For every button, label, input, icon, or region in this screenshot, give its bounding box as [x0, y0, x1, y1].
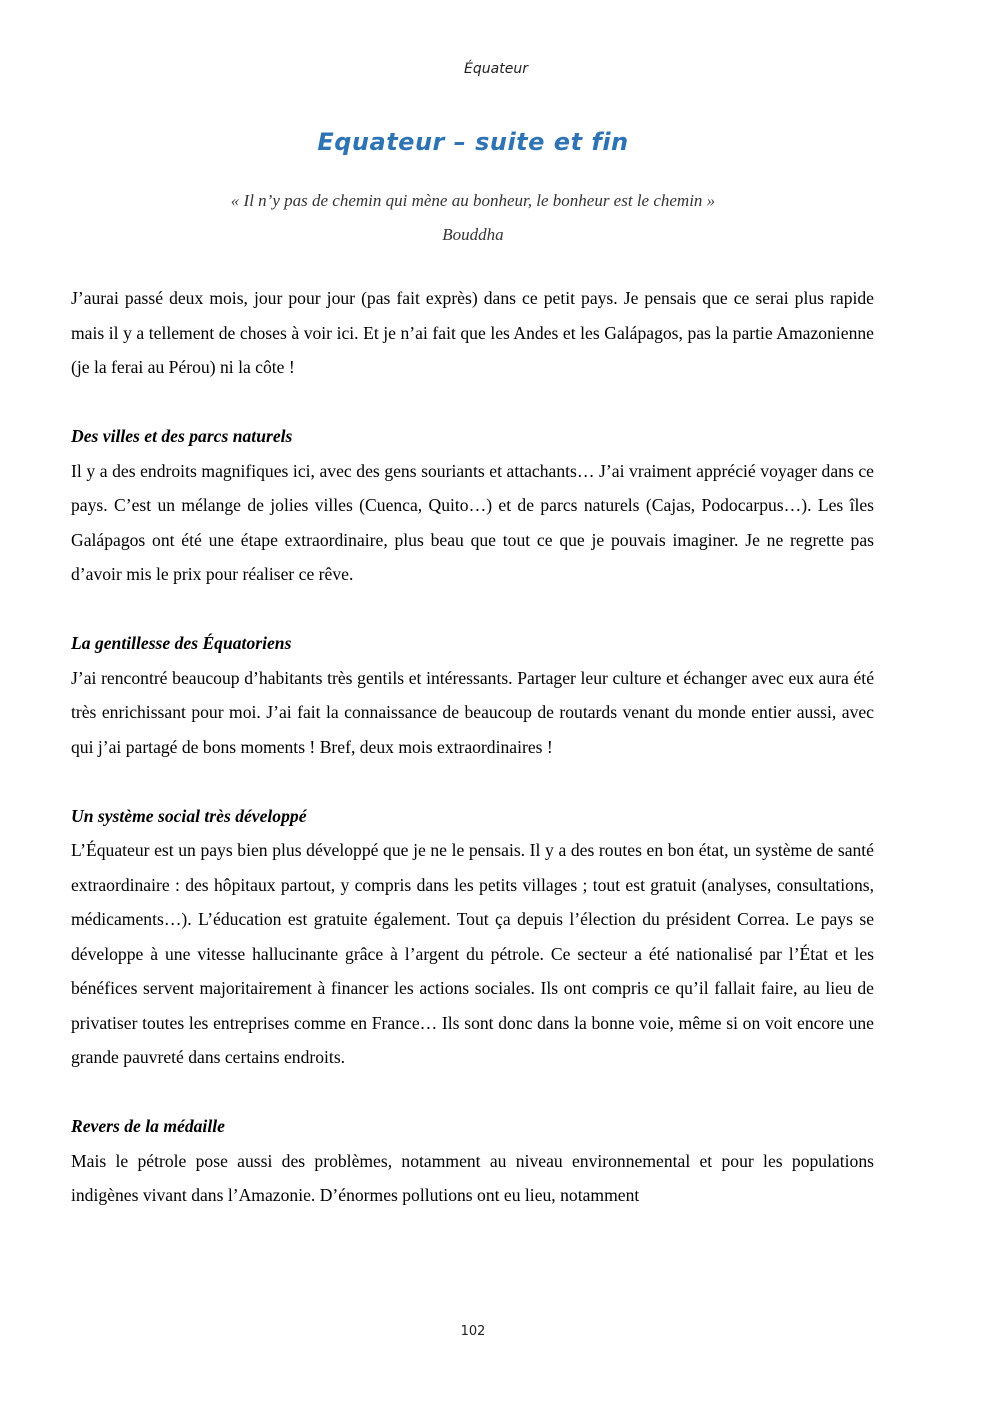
body-content	[71, 281, 874, 1213]
section-heading: Des villes et des parcs naturels	[71, 426, 293, 446]
section-paragraph: J’ai rencontré beaucoup d’habitants très gentils et intéressants. Partager leur culture et échanger avec eux aura été très enrichissant pour moi. J’ai fait la connaissance de beaucoup de routards venant du monde entier aussi, avec qui j’ai partagé de bons moments ! Bref, deux mois extraordinaires !	[71, 667, 874, 757]
section-heading: Revers de la médaille	[71, 1116, 225, 1136]
intro-paragraph: J’aurai passé deux mois, jour pour jour (pas fait exprès) dans ce petit pays. Je pensais que ce serai plus rapide mais il y a tellement de choses à voir ici. Et je n’ai fait que les Andes et les Galápagos, pas la partie Amazonienne (je la ferai au Pérou) ni la côte !	[71, 288, 874, 377]
section-paragraph: Mais le pétrole pose aussi des problèmes, notamment au niveau environnemental et pour les populations indigènes vivant dans l’Amazonie. D’énormes pollutions ont eu lieu, notamment	[71, 1150, 874, 1205]
section-social-system	[71, 799, 874, 1075]
section-cities-parks	[71, 419, 874, 592]
section-kindness	[71, 626, 874, 764]
epigraph-quote: « Il n’y pas de chemin qui mène au bonheur, le bonheur est le chemin »	[230, 191, 716, 210]
page-number: 102	[460, 1324, 486, 1339]
chapter-title: Equateur – suite et fin	[317, 128, 629, 156]
running-header: Équateur	[464, 61, 528, 77]
epigraph	[0, 184, 946, 252]
epigraph-author: Bouddha	[442, 225, 504, 244]
section-heading: La gentillesse des Équatoriens	[71, 633, 292, 653]
section-heading: Un système social très développé	[71, 805, 307, 826]
section-paragraph: L’Équateur est un pays bien plus développé que je ne le pensais. Il y a des routes en bon état, un système de santé extraordinaire : des hôpitaux partout, y compris dans les petits villages ; tout est gratuit (analyses, consultations, médicaments…). L’éducation est gratuite également. Tout ça depuis l’élection du président Correa. Le pays se développe à une vitesse hallucinante grâce à l’argent du pétrole. Ce secteur a été nationalisé par l’État et les bénéfices servent majoritairement à financer les actions sociales. Ils ont compris ce qu’il fallait faire, au lieu de privatiser toutes les entreprises comme en France… Ils sont donc dans la bonne voie, même si on voit encore une grande pauvreté dans certains endroits.	[71, 840, 874, 1067]
section-downside	[71, 1109, 874, 1213]
section-paragraph: Il y a des endroits magnifiques ici, avec des gens souriants et attachants… J’ai vraiment apprécié voyager dans ce pays. C’est un mélange de jolies villes (Cuenca, Quito…) et de parcs naturels (Cajas, Podocarpus…). Les îles Galápagos ont été une étape extraordinaire, plus beau que tout ce que je pouvais imaginer. Je ne regrette pas d’avoir mis le prix pour réaliser ce rêve.	[71, 460, 874, 584]
